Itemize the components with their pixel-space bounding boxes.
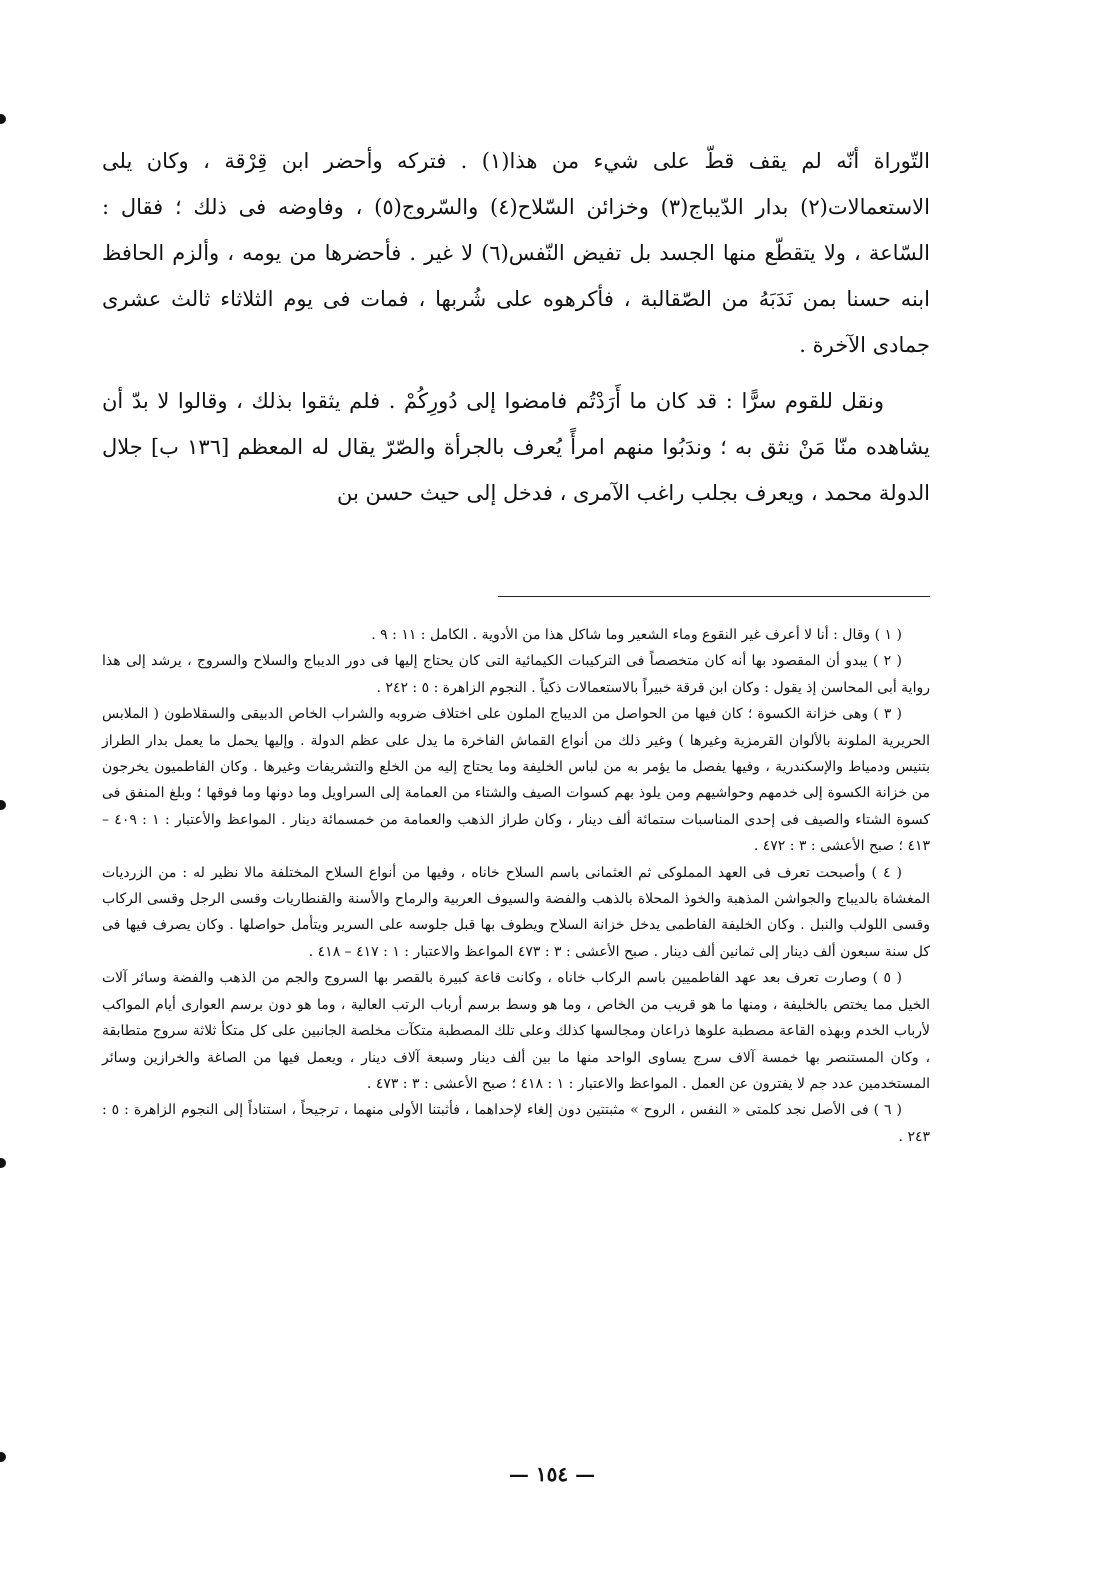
page-number: — ١٥٤ —: [508, 1462, 596, 1486]
body-paragraph: ونقل للقوم سرًّا : قد كان ما أَرَدْتُم فامضوا إلى دُورِكُمْ . فلم يثقوا بذلك ، وقالوا لا بدّ أن يشاهده منّا مَنْ نثق به ؛ وندَبُوا منهم امرأً يُعرف بالجرأة والصّرّ يقال له المعظم [١٣٦ ب] جلال الدولة محمد ، ويعرف بجلب راغب الآمرى ، فدخل إلى حيث حسن بن: [102, 389, 930, 505]
footnote-separator: [498, 596, 930, 597]
footnote: ( ٥ ) وصارت تعرف بعد عهد الفاطميين باسم الركاب خاناه ، وكانت قاعة كبيرة بالقصر بها السروج والجم من الذهب والفضة وسائر آلات الخيل مما يختص بالخليفة ، ومنها ما هو قريب من الخاص ، وما هو وسط برسم أرباب الرتب العالية ، وما هو دون برسم العوارى أيام المواكب لأرباب الخدم وبهذه القاعة مصطبة علوها ذراعان ومجالسها كذلك وعلى تلك المصطبة متكآت مخلصة الجانبين على كل متكأ ثلاثة سروج متطابقة ، وكان المستنصر بها خمسة آلاف سرج يساوى الواحد منها ما بين ألف دينار وسبعة آلاف دينار ، ويعمل فيها من الصاغة والخرازين وسائر المستخدمين عدد جم لا يفترون عن العمل . المواعظ والاعتبار : ١ : ٤١٨ ؛ صبح الأعشى : ٣ : ٤٧٣ .: [102, 970, 930, 1092]
main-text: [102, 138, 930, 516]
footnote: ( ٣ ) وهى خزانة الكسوة ؛ كان فيها من الحواصل من الديباج الملون على اختلاف ضروبه والشراب الخاص الدبيقى والسقلاطون ( الملابس الحريرية الملونة بالألوان القرمزية وغيرها ) وغير ذلك من أنواع القماش الفاخرة ما يدل على عظم الدولة . وإليها يحمل ما يعمل بدار الطراز بتنيس ودمياط والإسكندرية ، وفيها يفصل ما يؤمر به من لباس الخليفة وما يحتاج إليه من الخلع والتشريفات وغيرها . وكان الفاطميون يخرجون من خزانة الكسوة إلى خدمهم وحواشيهم ومن يلوذ بهم كسوات الصيف والشتاء من العمامة إلى السراويل وما دونها وما فوقها ؛ وبلغ المنفق فى كسوة الشتاء والصيف فى إحدى المناسبات ستمائة ألف دينار ، وكان طراز الذهب والعمامة من خمسمائة دينار . المواعظ والأعتبار : ١ : ٤٠٩ – ٤١٣ ؛ صبح الأعشى : ٣ : ٤٧٢ .: [102, 706, 931, 855]
binding-mark: [0, 1158, 6, 1168]
footnote: ( ٢ ) يبدو أن المقصود بها أنه كان متخصصاً فى التركيبات الكيمائية التى كان يحتاج إليها فى دور الديباج والسلاح والسروج ، يرشد إلى هذا رواية أبى المحاسن إذ يقول : وكان ابن قرقة خبيراً بالاستعمالات ذكياً . النجوم الزاهرة : ٥ : ٢٤٢ .: [102, 653, 930, 696]
footnote: ( ٦ ) فى الأصل نجد كلمتى « النفس ، الروح » مثبتتين دون إلغاء لإحداهما ، فأثبتنا الأولى منهما ، ترجيحاً ، استناداً إلى النجوم الزاهرة : ٥ : ٢٤٣ .: [102, 1102, 930, 1145]
binding-mark: [0, 1452, 6, 1462]
footnote: ( ٤ ) وأصبحت تعرف فى العهد المملوكى ثم العثمانى باسم السلاح خاناه ، وفيها من أنواع السلاح المختلفة مالا نظير له : من الزرديات المغشاة بالديباج والجواشن المذهبة والخوذ المحلاة بالذهب والفضة والسيوف العربية والرماح والأسنة والقنطاريات وقسى الرجل وقسى الركاب وقسى اللولب والنبل . وكان الخليفة الفاطمى يدخل خزانة السلاح ويطوف بها قبل جلوسه على السرير ويتأمل حواصلها . وكان يصرف فيها فى كل سنة سبعون ألف دينار إلى ثمانين ألف دينار . صبح الأعشى : ٣ : ٤٧٣ المواعظ والاعتبار : ١ : ٤١٧ – ٤١٨ .: [102, 864, 930, 960]
body-paragraph: التّوراة أنّه لم يقف قطّ على شيء من هذا(١) . فتركه وأحضر ابن قِرْقة ، وكان يلى الاستعمالات(٢) بدار الدّيباج(٣) وخزائن السّلاح(٤) والسّروج(٥) ، وفاوضه فى ذلك ؛ فقال : السّاعة ، ولا يتقطّع منها الجسد بل تفيض النّفس(٦) لا غير . فأحضرها من يومه ، وألزم الحافظ ابنه حسنا بمن نَدَبَهُ من الصّقالبة ، فأكرهوه على شُربها ، فمات فى يوم الثلاثاء ثالث عشرى جمادى الآخرة .: [102, 149, 931, 357]
footnotes: [102, 622, 930, 1150]
footnote: ( ١ ) وقال : أنا لا أعرف غير النقوع وماء الشعير وما شاكل هذا من الأدوية . الكامل : ١١ : ٩ .: [371, 627, 902, 643]
binding-mark: [0, 800, 6, 810]
binding-mark: [0, 114, 6, 124]
